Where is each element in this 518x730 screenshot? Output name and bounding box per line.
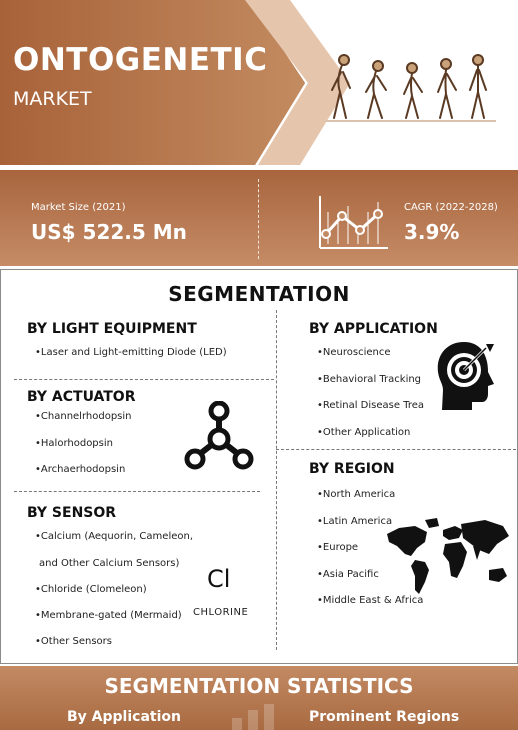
divider	[14, 491, 260, 492]
list-item: Neuroscience	[322, 347, 391, 358]
sensor-heading: BY SENSOR	[27, 505, 117, 521]
actuator-item: •Halorhodopsin	[35, 438, 113, 449]
brain-target-head-icon	[434, 340, 500, 412]
column-divider	[276, 310, 277, 650]
application-item: •Behavioral Tracking	[317, 374, 422, 385]
list-item: Archaerhodopsin	[40, 464, 126, 475]
cagr-label: CAGR (2022-2028)	[404, 202, 498, 213]
molecule-icon	[184, 401, 254, 473]
application-item: •Neuroscience	[317, 347, 391, 358]
human-evolution-icon	[326, 40, 496, 124]
region-item: •North America	[317, 489, 396, 500]
list-item: Channelrhodopsin	[40, 411, 132, 422]
list-item: Retinal Disease Trea	[322, 400, 424, 411]
list-item: Middle East & Africa	[322, 595, 424, 606]
region-item: •Asia Pacific	[317, 569, 379, 580]
list-item: Other Sensors	[40, 636, 112, 647]
list-item: Chloride (Clomeleon)	[40, 584, 147, 595]
list-item: Latin America	[322, 516, 393, 527]
application-heading: BY APPLICATION	[309, 321, 438, 337]
list-item: Other Application	[322, 427, 411, 438]
sensor-item: •Chloride (Clomeleon)	[35, 584, 147, 595]
list-item: Behavioral Tracking	[322, 374, 422, 385]
application-item: •Other Application	[317, 427, 411, 438]
prominent-regions-heading: Prominent Regions	[309, 709, 460, 725]
region-item: •Europe	[317, 542, 359, 553]
band-divider	[258, 179, 259, 259]
cagr-value: 3.9%	[404, 220, 460, 244]
actuator-item: •Channelrhodopsin	[35, 411, 132, 422]
list-item: Asia Pacific	[322, 569, 379, 580]
market-size-value: US$ 522.5 Mn	[31, 220, 187, 244]
list-item: Membrane-gated (Mermaid)	[40, 610, 182, 621]
world-map-icon	[385, 510, 513, 600]
sensor-item: •Calcium (Aequorin, Cameleon,	[35, 531, 194, 542]
list-item: Europe	[322, 542, 359, 553]
divider	[276, 449, 516, 450]
application-item: •Retinal Disease Trea	[317, 400, 424, 411]
chlorine-symbol: Cl	[207, 565, 231, 593]
market-size-label: Market Size (2021)	[31, 202, 126, 213]
segmentation-title: SEGMENTATION	[168, 282, 350, 306]
region-item: •Latin America	[317, 516, 393, 527]
header	[0, 0, 518, 165]
light-equipment-heading: BY LIGHT EQUIPMENT	[27, 321, 197, 337]
sensor-item: •Membrane-gated (Mermaid)	[35, 610, 182, 621]
list-item: North America	[322, 489, 396, 500]
region-heading: BY REGION	[309, 461, 395, 477]
list-item: Halorhodopsin	[40, 438, 113, 449]
statistics-title: SEGMENTATION STATISTICS	[104, 674, 414, 698]
list-item: Calcium (Aequorin, Cameleon,	[40, 531, 194, 542]
light-equipment-item: •Laser and Light-emitting Diode (LED)	[35, 347, 227, 358]
divider	[14, 379, 274, 380]
sensor-item: and Other Calcium Sensors)	[39, 558, 180, 569]
chlorine-name: CHLORINE	[193, 607, 249, 618]
market-subtitle: MARKET	[13, 88, 92, 110]
line-chart-icon	[316, 192, 392, 252]
sensor-item: •Other Sensors	[35, 636, 112, 647]
list-item: Laser and Light-emitting Diode (LED)	[40, 347, 227, 358]
actuator-item: •Archaerhodopsin	[35, 464, 126, 475]
bar-decoration-icon	[226, 700, 286, 730]
market-title: ONTOGENETIC	[13, 42, 268, 78]
actuator-heading: BY ACTUATOR	[27, 389, 136, 405]
region-item: •Middle East & Africa	[317, 595, 424, 606]
market-stats-band	[0, 170, 518, 266]
by-application-heading: By Application	[67, 709, 181, 725]
